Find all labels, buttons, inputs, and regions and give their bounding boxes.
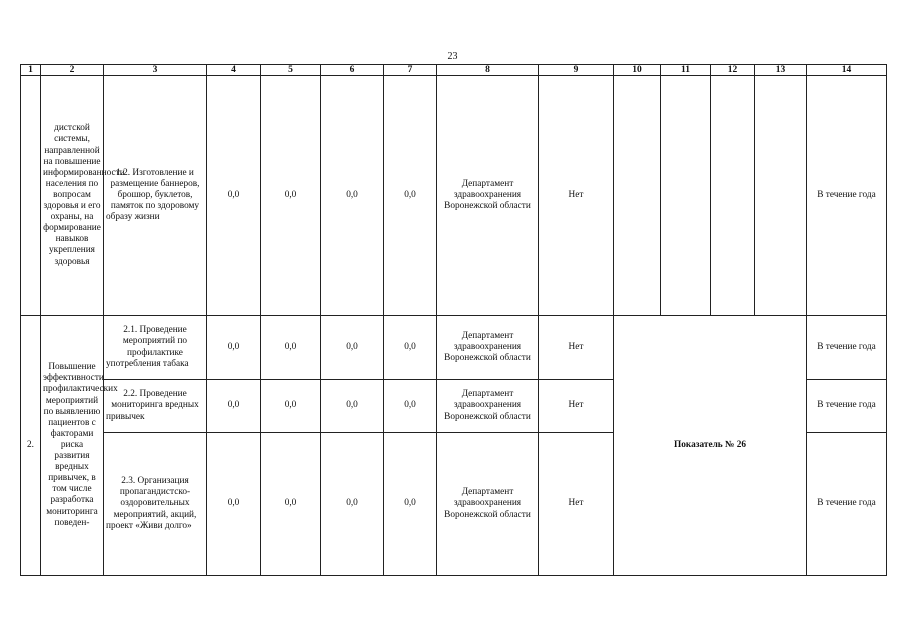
program-table — [20, 64, 887, 576]
column-number: 11 — [661, 65, 711, 76]
page-number: 23 — [447, 51, 458, 62]
value-cell: 0,0 — [321, 380, 384, 433]
column-number: 9 — [539, 65, 614, 76]
status-cell: Нет — [539, 76, 614, 316]
executor-cell: Департамент здравоохранения Воронежской области — [437, 76, 539, 316]
value-cell: 0,0 — [321, 316, 384, 380]
task-description: Повышение эффективности профилактических мероприятий по выявлению пациентов с факторами риска развития вредных привычек, в том числе разработка мониторинга поведен- — [41, 316, 104, 576]
status-cell: Нет — [539, 380, 614, 433]
column-number: 3 — [104, 65, 207, 76]
activity-description: 2.3. Организация пропагандистско-оздоровительных мероприятий, акций, проект «Живи долго» — [104, 433, 207, 576]
row-number: 2. — [21, 316, 41, 576]
value-cell: 0,0 — [321, 433, 384, 576]
value-cell: 0,0 — [207, 380, 261, 433]
column-number: 6 — [321, 65, 384, 76]
activity-description: 2.1. Проведение мероприятий по профилактике употребления табака — [104, 316, 207, 380]
value-cell: 0,0 — [261, 433, 321, 576]
column-number: 8 — [437, 65, 539, 76]
value-cell: 0,0 — [261, 76, 321, 316]
term-cell: В течение года — [807, 380, 887, 433]
column-number: 5 — [261, 65, 321, 76]
value-cell: 0,0 — [384, 316, 437, 380]
activity-description: 1.2. Изготовление и размещение баннеров, брошюр, буклетов, памяток по здоровому образу жизни — [104, 76, 207, 316]
value-cell: 0,0 — [261, 316, 321, 380]
value-cell: 0,0 — [207, 433, 261, 576]
activity-description: 2.2. Проведение мониторинга вредных привычек — [104, 380, 207, 433]
column-number: 2 — [41, 65, 104, 76]
value-cell: 0,0 — [207, 76, 261, 316]
term-cell: В течение года — [807, 316, 887, 380]
indicator-cell: Показатель № 26 — [614, 316, 807, 576]
empty-cell — [661, 76, 711, 316]
column-number: 10 — [614, 65, 661, 76]
executor-cell: Департамент здравоохранения Воронежской области — [437, 433, 539, 576]
row-number — [21, 76, 41, 316]
table-row — [21, 76, 887, 316]
column-number: 13 — [755, 65, 807, 76]
empty-cell — [755, 76, 807, 316]
column-number: 12 — [711, 65, 755, 76]
column-number: 7 — [384, 65, 437, 76]
status-cell: Нет — [539, 433, 614, 576]
task-description: дистской системы, направленной на повышение информированности населения по вопросам здоровья и его охраны, на формирование навыков укрепления здоровья — [41, 76, 104, 316]
column-number: 14 — [807, 65, 887, 76]
value-cell: 0,0 — [261, 380, 321, 433]
executor-cell: Департамент здравоохранения Воронежской области — [437, 316, 539, 380]
column-number: 1 — [21, 65, 41, 76]
empty-cell — [711, 76, 755, 316]
value-cell: 0,0 — [384, 380, 437, 433]
column-number: 4 — [207, 65, 261, 76]
status-cell: Нет — [539, 316, 614, 380]
term-cell: В течение года — [807, 433, 887, 576]
column-numbers-row — [21, 65, 887, 76]
value-cell: 0,0 — [384, 433, 437, 576]
empty-cell — [614, 76, 661, 316]
table-row — [21, 316, 887, 380]
executor-cell: Департамент здравоохранения Воронежской области — [437, 380, 539, 433]
value-cell: 0,0 — [321, 76, 384, 316]
value-cell: 0,0 — [384, 76, 437, 316]
term-cell: В течение года — [807, 76, 887, 316]
value-cell: 0,0 — [207, 316, 261, 380]
